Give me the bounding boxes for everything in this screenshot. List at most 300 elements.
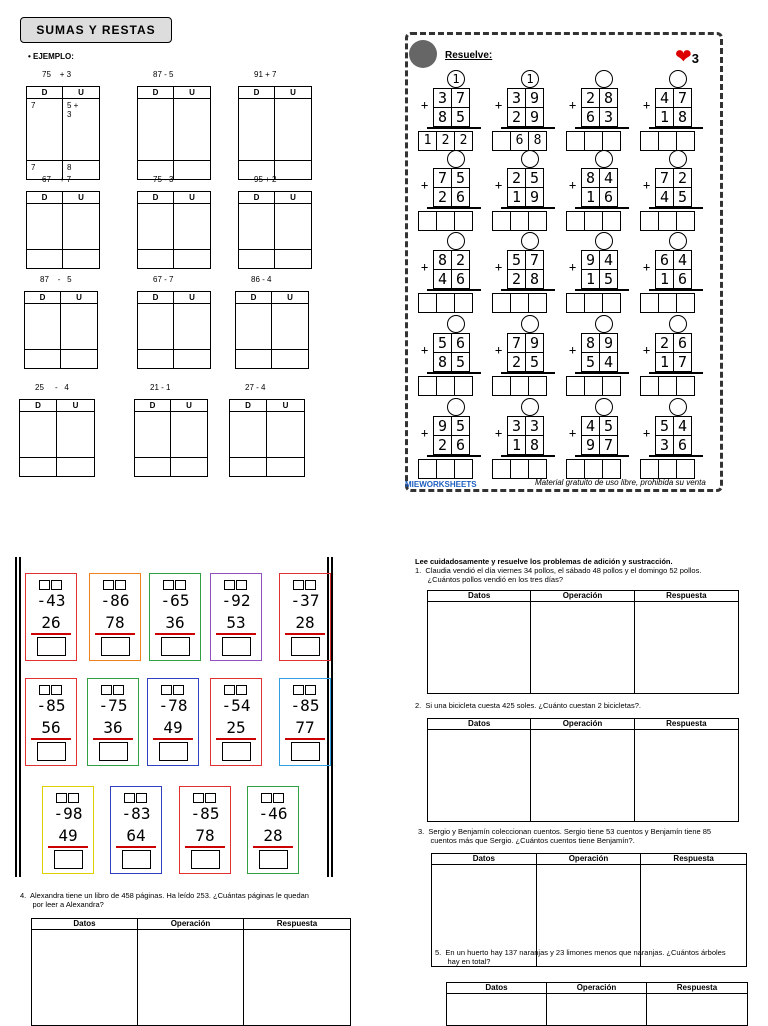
sum-line [575, 289, 629, 291]
result-row[interactable] [566, 293, 620, 313]
du-cell[interactable] [275, 250, 311, 268]
subtrahend: 78 [105, 613, 125, 632]
result-digit[interactable] [454, 211, 473, 231]
result-digit[interactable] [566, 293, 585, 313]
plus-sign: + [569, 178, 577, 192]
carry-boxes[interactable] [161, 685, 184, 695]
carry-circle[interactable] [595, 398, 613, 416]
minuend: -46 [258, 804, 288, 823]
du-cell[interactable] [25, 350, 61, 368]
du-cell[interactable] [275, 161, 311, 179]
digit: 2 [507, 269, 526, 289]
du-cell[interactable] [272, 350, 308, 368]
carry-circle[interactable] [447, 150, 465, 168]
carry-circle[interactable]: 1 [447, 70, 465, 88]
operacion-cell[interactable] [531, 601, 634, 693]
result-row[interactable] [566, 211, 620, 231]
carry-boxes[interactable] [103, 580, 126, 590]
result-row[interactable] [566, 459, 620, 479]
carry-circle[interactable] [595, 232, 613, 250]
du-cell[interactable] [230, 412, 267, 458]
du-cell[interactable] [138, 204, 174, 250]
carry-circle[interactable] [669, 315, 687, 333]
subtraction-card [279, 573, 331, 661]
carry-boxes[interactable] [261, 793, 284, 803]
result-digit[interactable] [602, 211, 621, 231]
left-rail [15, 557, 17, 877]
result-digit[interactable] [528, 211, 547, 231]
digit: 6 [599, 187, 618, 207]
carry-circle[interactable] [447, 398, 465, 416]
word-problem-text: 1. Claudia vendió el día viernes 34 pollos, el sábado 48 pollos y el domingo 52 pollos. ¿Cuántos pollos vendió en los tres días? [415, 566, 702, 584]
datos-cell[interactable] [428, 601, 531, 693]
result-digit[interactable] [436, 293, 455, 313]
result-digit[interactable] [640, 293, 659, 313]
result-digit[interactable] [510, 211, 529, 231]
answer-box[interactable] [101, 637, 130, 656]
addition-problem [643, 70, 707, 150]
result-digit[interactable] [510, 459, 529, 479]
result-digit[interactable] [418, 211, 437, 231]
du-cell[interactable]: 5 + 3 [63, 99, 99, 161]
digit: 7 [451, 88, 470, 108]
du-cell[interactable] [239, 204, 275, 250]
answer-box[interactable] [54, 850, 83, 869]
word-problem-text: 4. Alexandra tiene un libro de 458 páginas. Ha leído 253. ¿Cuántas páginas le quedan por leer a Alexandra? [20, 891, 309, 909]
result-digit[interactable] [436, 211, 455, 231]
result-digit[interactable] [676, 376, 695, 396]
du-cell[interactable] [57, 458, 94, 476]
carry-circle[interactable] [447, 232, 465, 250]
du-cell[interactable] [236, 350, 272, 368]
result-row[interactable] [566, 131, 620, 151]
du-cell[interactable] [174, 99, 210, 161]
sum-line [427, 289, 481, 291]
result-digit[interactable] [566, 459, 585, 479]
result-row[interactable] [492, 459, 546, 479]
du-cell[interactable] [174, 350, 210, 368]
digit: 7 [673, 88, 692, 108]
subtrahend: 28 [295, 613, 315, 632]
digit: 2 [433, 435, 452, 455]
du-cell[interactable] [275, 99, 311, 161]
result-digit[interactable] [640, 459, 659, 479]
du-cell[interactable] [138, 99, 174, 161]
carry-boxes[interactable] [56, 793, 79, 803]
digit: 1 [507, 435, 526, 455]
result-digit[interactable] [640, 131, 659, 151]
du-cell[interactable] [267, 412, 304, 458]
plus-sign: + [569, 426, 577, 440]
result-row[interactable] [640, 459, 694, 479]
carry-circle[interactable] [447, 315, 465, 333]
result-digit[interactable] [528, 459, 547, 479]
minuend: -98 [53, 804, 83, 823]
u-header: U [63, 87, 99, 99]
carry-circle[interactable] [669, 398, 687, 416]
result-row[interactable] [492, 293, 546, 313]
heart-badge-icon: ❤3 [675, 46, 699, 68]
du-cell[interactable] [230, 458, 267, 476]
result-row[interactable] [492, 376, 546, 396]
result-row[interactable] [566, 376, 620, 396]
addend-row [507, 333, 543, 353]
addition-problem [495, 150, 559, 230]
sum-line [501, 127, 555, 129]
answer-box[interactable] [122, 850, 151, 869]
result-digit[interactable]: 8 [528, 131, 547, 151]
operation-label: 75 - 3 [153, 175, 174, 184]
answer-box[interactable] [159, 742, 188, 761]
plus-sign: + [495, 426, 503, 440]
digit: 2 [507, 107, 526, 127]
digit: 5 [451, 352, 470, 372]
result-digit[interactable] [566, 376, 585, 396]
du-cell[interactable] [138, 350, 174, 368]
answer-box[interactable] [191, 850, 220, 869]
worksheet-title: SUMAS Y RESTAS [20, 17, 172, 43]
du-cell[interactable] [174, 161, 210, 179]
addend-row [507, 352, 543, 372]
du-cell[interactable] [27, 204, 63, 250]
digit: 5 [673, 187, 692, 207]
sum-line [427, 127, 481, 129]
du-cell[interactable] [61, 304, 97, 350]
datos-cell[interactable] [447, 993, 547, 1025]
result-digit[interactable] [510, 293, 529, 313]
du-cell[interactable] [61, 350, 97, 368]
result-digit[interactable]: 1 [418, 131, 437, 151]
digit: 5 [451, 107, 470, 127]
du-table [26, 86, 100, 180]
datos-cell[interactable] [428, 729, 531, 821]
du-cell[interactable] [171, 458, 207, 476]
carry-boxes[interactable] [224, 685, 247, 695]
du-table [238, 86, 312, 180]
digit: 4 [581, 416, 600, 436]
answer-box[interactable] [222, 637, 251, 656]
du-cell[interactable] [135, 412, 171, 458]
digit: 5 [433, 333, 452, 353]
addend-row [655, 168, 691, 188]
example-label: • EJEMPLO: [28, 52, 74, 61]
digit: 8 [433, 352, 452, 372]
addend-row [507, 416, 543, 436]
subtraction-card [149, 573, 201, 661]
result-digit[interactable] [492, 459, 511, 479]
du-cell[interactable] [174, 204, 210, 250]
addition-problem [495, 232, 559, 312]
addend-row [507, 168, 543, 188]
result-row[interactable] [640, 131, 694, 151]
subtraction-card [279, 678, 331, 766]
du-cell[interactable] [138, 304, 174, 350]
du-cell[interactable] [63, 204, 99, 250]
result-digit[interactable] [658, 293, 677, 313]
digit: 5 [581, 352, 600, 372]
carry-boxes[interactable] [293, 580, 316, 590]
addend-row [655, 107, 691, 127]
result-digit[interactable] [658, 131, 677, 151]
digit: 7 [673, 352, 692, 372]
du-table [235, 291, 309, 369]
result-digit[interactable] [584, 459, 603, 479]
du-cell[interactable] [57, 412, 94, 458]
result-digit[interactable] [566, 131, 585, 151]
respuesta-cell[interactable] [244, 929, 350, 1025]
subtraction-card [42, 786, 94, 874]
respuesta-header: Respuesta [647, 983, 747, 994]
sum-line [649, 127, 703, 129]
result-row[interactable] [640, 376, 694, 396]
carry-boxes[interactable] [224, 580, 247, 590]
result-line [185, 846, 225, 848]
result-digit[interactable]: 2 [436, 131, 455, 151]
digit: 9 [599, 333, 618, 353]
result-digit[interactable] [640, 211, 659, 231]
d-header: D [138, 292, 174, 304]
answer-box[interactable] [37, 742, 66, 761]
carry-boxes[interactable] [293, 685, 316, 695]
carry-circle[interactable] [521, 232, 539, 250]
result-digit[interactable] [566, 211, 585, 231]
du-cell[interactable] [267, 458, 304, 476]
digit: 2 [655, 333, 674, 353]
result-digit[interactable] [676, 459, 695, 479]
datos-header: Datos [428, 719, 531, 730]
operacion-cell[interactable] [138, 929, 244, 1025]
result-digit[interactable] [584, 293, 603, 313]
du-cell[interactable] [236, 304, 272, 350]
digit: 3 [507, 88, 526, 108]
du-cell[interactable] [27, 250, 63, 268]
result-row[interactable] [418, 459, 472, 479]
result-digit[interactable] [584, 131, 603, 151]
result-digit[interactable] [418, 459, 437, 479]
answer-box[interactable] [259, 850, 288, 869]
digit: 7 [507, 333, 526, 353]
carry-circle[interactable] [669, 232, 687, 250]
digit: 8 [433, 250, 452, 270]
answer-box[interactable] [99, 742, 128, 761]
du-cell[interactable] [171, 412, 207, 458]
result-digit[interactable] [676, 211, 695, 231]
du-cell[interactable]: 7 [27, 99, 63, 161]
result-digit[interactable]: 2 [454, 131, 473, 151]
digit: 9 [525, 333, 544, 353]
result-digit[interactable] [676, 131, 695, 151]
digit: 1 [507, 187, 526, 207]
addend-row [655, 250, 691, 270]
carry-circle[interactable] [669, 150, 687, 168]
answer-table [446, 982, 748, 1026]
result-digit[interactable] [454, 376, 473, 396]
addend-row [433, 352, 469, 372]
d-header: D [25, 292, 61, 304]
carry-boxes[interactable] [39, 580, 62, 590]
digit: 1 [655, 352, 674, 372]
carry-circle[interactable]: 1 [521, 70, 539, 88]
respuesta-header: Respuesta [635, 591, 738, 602]
operation-label: 21 - 1 [150, 383, 171, 392]
carry-circle[interactable] [595, 70, 613, 88]
carry-boxes[interactable] [124, 793, 147, 803]
carry-circle[interactable] [521, 150, 539, 168]
addition-problem [569, 232, 633, 312]
answer-box[interactable] [291, 637, 320, 656]
u-header: U [272, 292, 308, 304]
digit: 9 [525, 88, 544, 108]
du-cell[interactable] [174, 304, 210, 350]
du-cell[interactable] [239, 99, 275, 161]
result-digit[interactable] [528, 293, 547, 313]
du-cell[interactable] [20, 458, 57, 476]
result-digit[interactable] [602, 293, 621, 313]
du-cell[interactable] [239, 250, 275, 268]
addition-problem [495, 70, 559, 150]
operacion-cell[interactable] [547, 993, 647, 1025]
result-digit[interactable] [640, 376, 659, 396]
operation-label: 87 - 5 [153, 70, 174, 79]
result-row[interactable] [492, 211, 546, 231]
panel2-footer: Material gratuito de uso libre, prohibida su venta [535, 478, 706, 487]
answer-box[interactable] [37, 637, 66, 656]
respuesta-cell[interactable] [635, 601, 738, 693]
du-cell[interactable] [174, 250, 210, 268]
carry-boxes[interactable] [39, 685, 62, 695]
result-line [285, 738, 325, 740]
minuend: -54 [221, 696, 251, 715]
respuesta-cell[interactable] [647, 993, 747, 1025]
addend-row [655, 88, 691, 108]
result-digit[interactable] [436, 376, 455, 396]
operacion-cell[interactable] [531, 729, 634, 821]
subtrahend: 56 [41, 718, 61, 737]
operation-label: 75 + 3 [42, 70, 72, 79]
du-cell[interactable]: 7 [27, 161, 63, 179]
answer-box[interactable] [161, 637, 190, 656]
du-cell[interactable] [63, 250, 99, 268]
result-digit[interactable] [658, 459, 677, 479]
datos-cell[interactable] [32, 929, 138, 1025]
carry-boxes[interactable] [193, 793, 216, 803]
operation-label: 86 - 4 [251, 275, 272, 284]
result-line [93, 738, 133, 740]
du-cell[interactable]: 8 [67, 163, 72, 172]
result-digit[interactable] [602, 459, 621, 479]
addition-problem [421, 70, 485, 150]
addition-problem [421, 232, 485, 312]
digit: 4 [433, 269, 452, 289]
result-row[interactable] [418, 293, 472, 313]
du-table [137, 191, 211, 269]
du-cell[interactable] [25, 304, 61, 350]
digit: 3 [599, 107, 618, 127]
result-digit[interactable] [528, 376, 547, 396]
answer-table [31, 918, 351, 1026]
result-digit[interactable]: 6 [510, 131, 529, 151]
plus-sign: + [643, 178, 651, 192]
minuend: -75 [98, 696, 128, 715]
result-digit[interactable] [418, 293, 437, 313]
result-digit[interactable] [510, 376, 529, 396]
plus-sign: + [569, 260, 577, 274]
carry-boxes[interactable] [163, 580, 186, 590]
subtraction-card [147, 678, 199, 766]
answer-box[interactable] [291, 742, 320, 761]
result-digit[interactable] [436, 459, 455, 479]
subtraction-card [25, 573, 77, 661]
sum-line [427, 207, 481, 209]
addend-row [507, 187, 543, 207]
result-row[interactable] [640, 211, 694, 231]
carry-circle[interactable] [521, 315, 539, 333]
datos-header: Datos [432, 854, 537, 865]
result-digit[interactable] [584, 211, 603, 231]
panel-subtraction-cards [15, 557, 333, 877]
carry-circle[interactable] [669, 70, 687, 88]
result-digit[interactable] [492, 211, 511, 231]
result-digit[interactable] [602, 131, 621, 151]
plus-sign: + [643, 426, 651, 440]
addend-row [507, 107, 543, 127]
u-header: U [57, 400, 94, 412]
plus-sign: + [495, 98, 503, 112]
result-digit[interactable] [454, 293, 473, 313]
carry-circle[interactable] [595, 315, 613, 333]
plus-sign: + [495, 178, 503, 192]
digit: 8 [581, 168, 600, 188]
carry-circle[interactable] [521, 398, 539, 416]
answer-box[interactable] [222, 742, 251, 761]
digit: 6 [673, 333, 692, 353]
du-cell[interactable] [272, 304, 308, 350]
carry-boxes[interactable] [101, 685, 124, 695]
du-table [137, 291, 211, 369]
du-cell[interactable] [20, 412, 57, 458]
sum-line [501, 455, 555, 457]
du-cell[interactable] [275, 204, 311, 250]
subtrahend: 77 [295, 718, 315, 737]
du-table [229, 399, 305, 477]
digit: 2 [507, 352, 526, 372]
addend-row [507, 250, 543, 270]
result-digit[interactable] [584, 376, 603, 396]
result-digit[interactable] [658, 211, 677, 231]
result-digit[interactable] [454, 459, 473, 479]
result-row[interactable] [492, 131, 546, 151]
minuend: -85 [190, 804, 220, 823]
result-digit[interactable] [492, 131, 511, 151]
digit: 8 [599, 88, 618, 108]
result-row[interactable] [418, 376, 472, 396]
result-row[interactable] [418, 211, 472, 231]
result-digit[interactable] [418, 376, 437, 396]
du-cell[interactable] [135, 458, 171, 476]
addend-row [581, 187, 617, 207]
sum-line [649, 455, 703, 457]
result-digit[interactable] [658, 376, 677, 396]
carry-circle[interactable] [595, 150, 613, 168]
result-row[interactable] [418, 131, 472, 151]
du-cell[interactable] [138, 250, 174, 268]
result-row[interactable] [640, 293, 694, 313]
result-digit[interactable] [602, 376, 621, 396]
respuesta-cell[interactable] [635, 729, 738, 821]
result-digit[interactable] [676, 293, 695, 313]
result-digit[interactable] [492, 293, 511, 313]
result-digit[interactable] [492, 376, 511, 396]
